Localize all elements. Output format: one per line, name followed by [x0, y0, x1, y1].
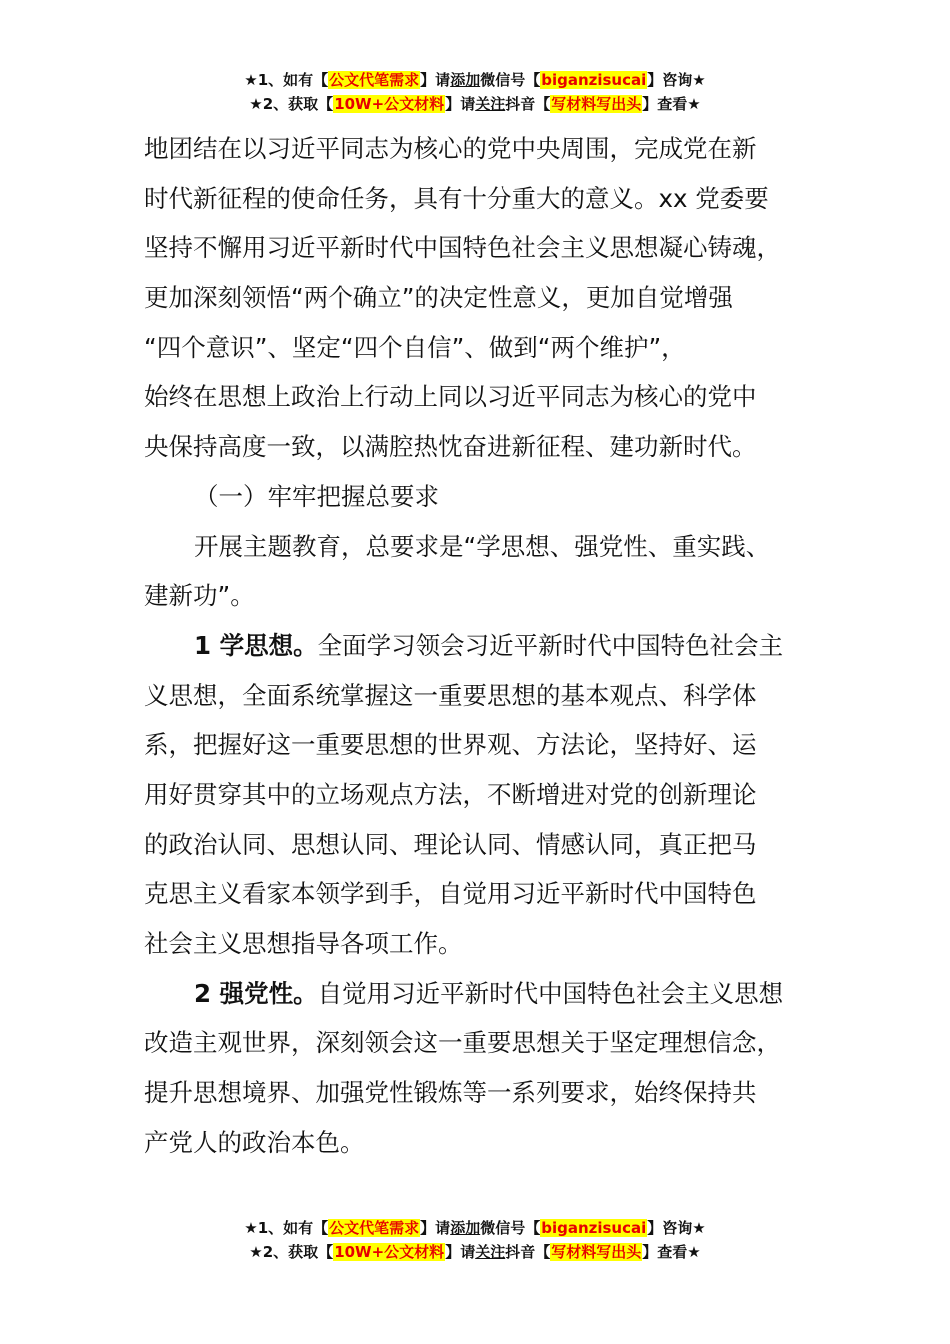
section-heading: （一）牢牢把握总要求 [194, 481, 439, 511]
document-body [144, 124, 814, 1167]
star-icon: ★ [249, 1243, 263, 1261]
body-line: 更加深刻领悟“两个确立”的决定性意义，更加自觉增强 [144, 283, 733, 313]
body-line: 坚持不懈用习近平新时代中国特色社会主义思想凝心铸魂， [144, 233, 781, 263]
body-line: 的政治认同、思想认同、理论认同、情感认同，真正把马 [144, 829, 757, 859]
star-icon: ★ [249, 95, 263, 113]
body-line: 时代新征程的使命任务，具有十分重大的意义。xx 党委要 [144, 183, 769, 213]
item-2-first-line: 2 强党性。自觉用习近平新时代中国特色社会主义思想 [194, 978, 784, 1008]
star-icon: ★ [244, 1219, 258, 1237]
body-line: 克思主义看家本领学到手，自觉用习近平新时代中国特色 [144, 879, 757, 909]
body-line: 改造主观世界，深刻领会这一重要思想关于坚定理想信念， [144, 1028, 781, 1058]
banner-line-2: ★2、获取【10W+公文材料】请关注抖音【写材料写出头】查看★ [249, 95, 701, 113]
highlight-service: 公文代笔需求 [329, 71, 420, 89]
footer-banner [0, 1216, 950, 1264]
body-line: 产党人的政治本色。 [144, 1127, 365, 1157]
item-1-title: 1 学思想。 [194, 630, 318, 660]
body-line: 提升思想境界、加强党性锻炼等一系列要求，始终保持共 [144, 1078, 757, 1108]
body-line: 开展主题教育，总要求是“学思想、强党性、重实践、 [194, 531, 771, 561]
highlight-douyin: 写材料写出头 [551, 95, 642, 113]
body-line: 义思想，全面系统掌握这一重要思想的基本观点、科学体 [144, 680, 757, 710]
body-line: 建新功”。 [144, 581, 255, 611]
banner-line-1: ★1、如有【公文代笔需求】请添加微信号【biganzisucai】咨询★ [244, 71, 706, 89]
body-line: 始终在思想上政治上行动上同以习近平同志为核心的党中 [144, 382, 757, 412]
star-icon: ★ [244, 71, 258, 89]
banner-line-2: ★2、获取【10W+公文材料】请关注抖音【写材料写出头】查看★ [249, 1243, 701, 1261]
item-1-first-line: 1 学思想。全面学习领会习近平新时代中国特色社会主 [194, 630, 784, 660]
body-line: “四个意识”、坚定“四个自信”、做到“两个维护”， [144, 332, 686, 362]
highlight-douyin: 写材料写出头 [551, 1243, 642, 1261]
body-line: 社会主义思想指导各项工作。 [144, 929, 463, 958]
item-2-title: 2 强党性。 [194, 978, 318, 1008]
header-banner [0, 68, 950, 116]
highlight-service: 公文代笔需求 [329, 1219, 420, 1237]
highlight-materials: 10W+公文材料 [334, 95, 445, 113]
highlight-wechat-id: biganzisucai [541, 71, 647, 89]
highlight-wechat-id: biganzisucai [541, 1219, 647, 1237]
body-line: 用好贯穿其中的立场观点方法，不断增进对党的创新理论 [144, 779, 757, 809]
body-line: 地团结在以习近平同志为核心的党中央周围，完成党在新 [144, 134, 757, 163]
body-line: 系，把握好这一重要思想的世界观、方法论，坚持好、运 [144, 730, 757, 760]
banner-line-1: ★1、如有【公文代笔需求】请添加微信号【biganzisucai】咨询★ [244, 1219, 706, 1237]
body-line: 央保持高度一致，以满腔热忱奋进新征程、建功新时代。 [144, 432, 757, 462]
highlight-materials: 10W+公文材料 [334, 1243, 445, 1261]
